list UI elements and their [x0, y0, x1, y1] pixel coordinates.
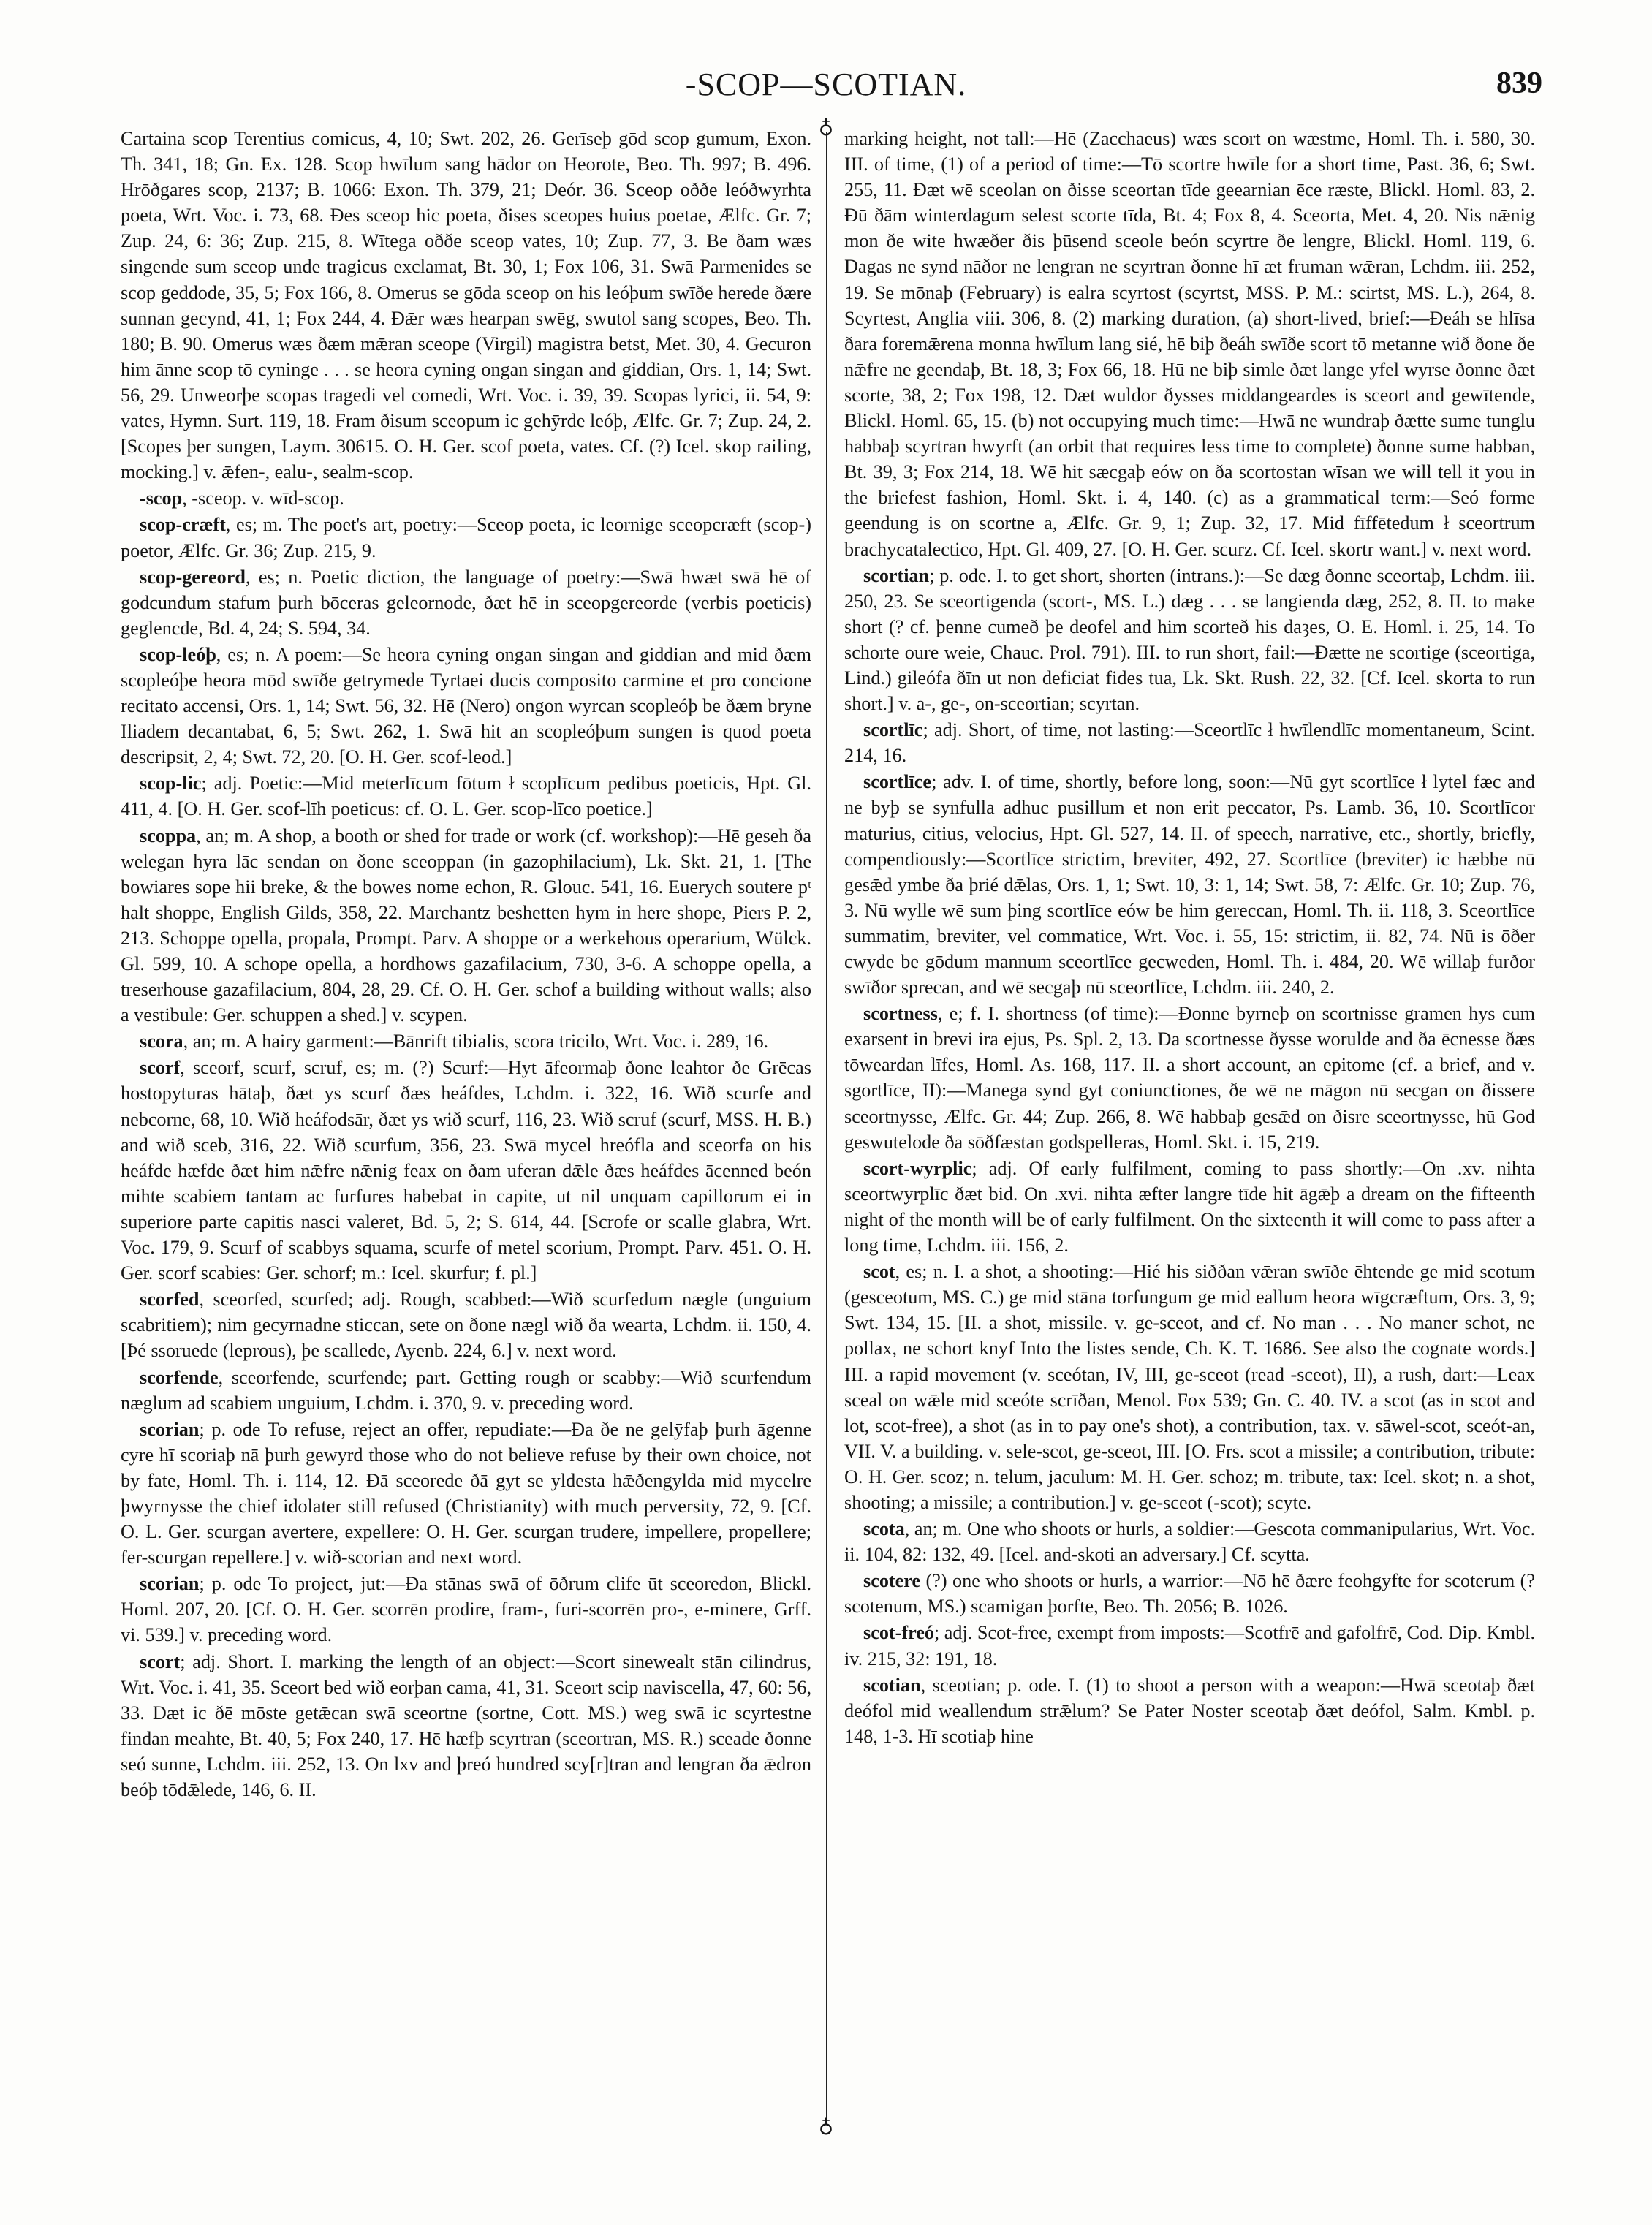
headword: scortlīc — [863, 719, 923, 741]
dictionary-entry: scort; adj. Short. I. marking the length of an object:—Scort sinewealt stān cilindrus, Wrt. Voc. i. 41, 35. Sceort bed wið eorþan cama, 41, 31. Sceort scip naviscella, 47, 60: 56, 33. Ðæt ic ðē mōste getǣcan swā sceortne (sortne, Cott. MS.) weg swā ic scyrtestne findan meahte, Bt. 40, 5; Fox 240, 17. Hē hæfþ scyrtran (sceortran, MS. R.) sceade ðonne seó sunne, Lchdm. iii. 252, 13. On lxv and þreó hundred scy[r]tran and lengran ða ǣdron beóþ tōdǣlede, 146, 6. II. — [121, 1650, 811, 1800]
headword: scop-leóþ — [140, 643, 216, 665]
dictionary-entry: scortlīce; adv. I. of time, shortly, before long, soon:—Nū gyt scortlīce ł lytel fæc and ne byþ se synfulla adhuc pusillum et non erit peccator, Ps. Lamb. 36, 10. Scortlīcor maturius, citius, velocius, Hpt. Gl. 527, 14. II. of speech, narrative, etc., shortly, briefly, compendiously:—Scortlīce strictim, breviter, 492, 27. Scortlīce (breviter) ic hæbbe nū gesǣd ymbe ða þrié dǣlas, Ors. 1, 1; Swt. 10, 3: 1, 14; Swt. 58, 7: Ælfc. Gr. 10; Zup. 76, 3. Nū wylle wē sum þing scortlīce eów be him gereccan, Homl. Th. ii. 118, 3. Sceortlīce summatim, breviter, vel commatice, Wrt. Voc. i. 55, 15: strictim, ii. 82, 74. Nū is ōðer cwyde be gōdum mannum sceortlīce gecweden, Homl. Th. i. 484, 20. Wē willaþ furðor swīðor sprecan, and wē secgaþ nū sceortlīce, Lchdm. iii. 240, 2. — [844, 771, 1535, 998]
dictionary-entry: Cartaina scop Terentius comicus, 4, 10; Swt. 202, 26. Gerīseþ gōd scop gumum, Exon. Th. 341, 18; Gn. Ex. 128. Scop hwīlum sang hādor on Heorote, Beo. Th. 997; B. 496. Hrōðgares scop, 2137; B. 1066: Exon. Th. 379, 21; Deór. 36. Sceop oððe leóðwyrhta poeta, Wrt. Voc. i. 73, 68. Ðes sceop hic poeta, ðises sceopes huius poetae, Ælfc. Gr. 7; Zup. 24, 6: 36; Zup. 215, 8. Wītega oððe sceop vates, 10; Zup. 77, 3. Be ðam wæs singende sum sceop unde tragicus exclamat, Bt. 30, 1; Fox 106, 31. Swā Parmenides se scop geddode, 35, 5; Fox 166, 8. Omerus se gōda sceop on his leóþum swīðe herede ðære sunnan gecynd, 41, 1; Fox 244, 4. Ðǣr wæs hearpan swēg, swutol sang scopes, Beo. Th. 180; B. 90. Omerus wæs ðæm mǣran sceope (Virgil) magistra betst, Met. 30, 4. Gecuron him ānne scop tō cyninge . . . se heora cyning ongan singan and giddian, Ors. 1, 14; Swt. 56, 29. Unweorþe scopas tragedi vel comedi, Wrt. Voc. i. 39, 39. Scopas lyrici, ii. 54, 9: vates, Hymn. Surt. 119, 18. Fram ðisum sceopum ic gehȳrde leóþ, Ælfc. Gr. 7; Zup. 24, 2. [Scopes þer sungen, Laym. 30615. O. H. Ger. scof poeta, vates. Cf. (?) Icel. skop railing, mocking.] v. ǣfen-, ealu-, sealm-scop. — [121, 128, 811, 483]
dictionary-entry: -scop, -sceop. v. wīd-scop. — [140, 488, 344, 509]
column-ornament-bottom-icon: ♁ — [818, 2115, 834, 2137]
dictionary-entry: scot, es; n. I. a shot, a shooting:—Hié his siððan vǣran swīðe ēhtende ge mid scotum (gesceotum, MS. C.) ge mid stāna torfungum ge mid eallum heora wīgcræftum, Ors. 3, 9; Swt. 134, 15. [II. a shot, missile. v. ge-sceot, and cf. No man . . . No maner schot, ne pollax, ne schort knyf Into the listes sende, Ch. K. T. 1686. See also the cognate words.] III. a rapid movement (v. sceótan, IV, III, ge-sceot (read -sceot), II), a rush, dart:—Leax sceal on wǣle mid sceóte scrīðan, Menol. Fox 539; Gn. C. 40. IV. a scot (as in scot and lot, scot-free), a shot (as in to pay one's shot), a contribution, tax. v. sāwel-scot, sceót-an, VII. V. a building. v. sele-scot, ge-sceot, III. [O. Frs. scot a missile; a contribution, tribute: O. H. Ger. scoz; n. telum, jaculum: M. H. Ger. schoz; m. tribute, tax: Icel. skot; n. a shot, shooting; a missile; a contribution.] v. ge-sceot (-scot); scyte. — [844, 1261, 1535, 1513]
dictionary-entry: scop-leóþ, es; n. A poem:—Se heora cyning ongan singan and giddian and mid ðæm scopleóþe heora mōd swīðe getrymede Tyrtaei ducis composito carmine et pro concione recitato accensi, Ors. 1, 14; Swt. 56, 32. Hē (Nero) ongon wyrcan scopleóþ be ðæm bryne Iliadem decantabat, 6, 5; Swt. 262, 1. Swā hit an scopleóþum sungen is quod poeta descripsit, 2, 4; Swt. 72, 20. [O. H. Ger. scof-leod.] — [121, 643, 811, 768]
headword: scot-freó — [863, 1622, 934, 1644]
dictionary-entry: scota, an; m. One who shoots or hurls, a soldier:—Gescota commanipularius, Wrt. Voc. ii. 104, 82: 132, 49. [Icel. and-skoti an adversary.] Cf. scytta. — [844, 1518, 1535, 1566]
headword: scortlīce — [863, 771, 932, 793]
dictionary-entry: scortness, e; f. I. shortness (of time):—Ðonne byrneþ on scortnisse gramen hys cum exarsent in brevi ira ejus, Ps. Spl. 2, 13. Ða scortnesse ðysse worulde and ða ēcnesse ðæs tōweardan līfes, Homl. As. 168, 117. II. a short account, an epitome (cf. a brief, and v. sgortlīce, II):—Manega synd gyt coniunctiones, ðe wē ne māgon nū secgan on ðissere sceortnysse, Ælfc. Gr. 44; Zup. 266, 8. Wē habbaþ gesǣd on ðisre sceortnysse, hū God geswutelode ða sōðfæstan godspelleras, Homl. Skt. i. 15, 219. — [844, 1003, 1535, 1153]
dictionary-entry: scotian, sceotian; p. ode. I. (1) to shoot a person with a weapon:—Hwā sceotaþ ðæt deófol mid weallendum strǣlum? Se Pater Noster sceotaþ ðæt deófol, Salm. Kmbl. p. 148, 1-3. Hī scotiaþ hine — [844, 1674, 1535, 1747]
dictionary-entry: scoppa, an; m. A shop, a booth or shed for trade or work (cf. workshop):—Hē geseh ða welegan hyra lāc sendan on ðone sceoppan (in gazophilacium), Lk. Skt. 21, 1. [The bowiares sope hii breke, & the bowes nome echon, R. Glouc. 541, 16. Euerych soutere pᵗ halt shoppe, English Gilds, 358, 22. Marchantz beshetten hym in here shope, Piers P. 2, 213. Schoppe opella, propala, Prompt. Parv. A shoppe or a werkehous operarium, Wülck. Gl. 599, 10. A schope opella, a hordhows gazafilacium, 730, 3-6. A schoppe opella, a treserhouse gazafilacium, 804, 28, 29. Cf. O. H. Ger. schof a building without walls; also a vestibule: Ger. schuppen a shed.] v. scypen. — [121, 825, 811, 1026]
column-ornament-top-icon: ♁ — [818, 115, 834, 138]
headword: scorfed — [140, 1289, 200, 1311]
headword: scorian — [140, 1418, 200, 1440]
headword: scot — [863, 1261, 895, 1283]
dictionary-entry: scorfed, sceorfed, scurfed; adj. Rough, scabbed:—Wið scurfedum nægle (unguium scabritiem); nim gecyrnadne sticcan, sete on ðone nægl wið ða wearta, Lchdm. ii. 150, 4. [Þé ssoruede (leprous), þe scallede, Ayenb. 224, 6.] v. next word. — [121, 1289, 811, 1362]
page-number: 839 — [1496, 67, 1542, 100]
headword: scortian — [863, 564, 930, 586]
headword: scora — [140, 1031, 183, 1053]
headword: scort — [140, 1650, 181, 1672]
headword: scorf — [140, 1057, 181, 1079]
dictionary-entry: scorian; p. ode To refuse, reject an offer, repudiate:—Ða ðe ne gelȳfaþ þurh āgenne cyre hī scoriaþ nā þurh gewyrd those who do not believe refuse by their own choice, not by fate, Homl. Th. i. 114, 12. Ðā sceorede ðā gyt se yldesta hǣðengylda mid mycelre þwyrnysse the chief idolater still refused (Christianity) with much perversity, 72, 9. [Cf. O. L. Ger. scurgan avertere, expellere: O. H. Ger. scurgan trudere, impellere, propellere; fer-scurgan repellere.] v. wið-scorian and next word. — [121, 1418, 811, 1569]
headword: scota — [863, 1518, 905, 1540]
headword: scoppa — [140, 825, 197, 846]
headword: scotere — [863, 1570, 926, 1592]
headword: scop-cræft — [140, 514, 226, 536]
left-column — [121, 126, 811, 1803]
dictionary-entry: scort-wyrplic; adj. Of early fulfilment, coming to pass shortly:—On .xv. nihta sceortwyrplīc ðæt bid. On .xvi. nihta æfter langre tīde hit āgǣþ a dream on the fifteenth night of the month will be of early fulfilment. On the sixteenth it will come to pass after a long time, Lchdm. iii. 156, 2. — [844, 1157, 1535, 1256]
headword: scop-gereord — [140, 566, 246, 588]
headword: scorfende — [140, 1366, 219, 1388]
headword: scorian — [140, 1573, 200, 1595]
dictionary-entry: scortian; p. ode. I. to get short, shorten (intrans.):—Se dæg ðonne sceortaþ, Lchdm. iii. 250, 23. Se sceortigenda (scort-, MS. L.) dæg . . . se langienda dæg, 252, 8. II. to make short (? cf. þenne cumeð þe deofel and him scorteð his daȝes, O. E. Homl. i. 25, 14. To schorte oure weie, Chauc. Prol. 791). III. to run short, fail:—Ðætte ne scortige (sceortiga, Lind.) gileófa ðīn ut non deficiat fides tua, Lk. Skt. Rush. 22, 32. [Cf. Icel. skorta to run short.] v. a-, ge-, on-sceortian; scyrtan. — [844, 564, 1535, 715]
headword: scop-lic — [140, 773, 202, 795]
running-head: -SCOP—SCOTIAN. — [685, 67, 967, 102]
dictionary-entry: scortlīc; adj. Short, of time, not lasting:—Sceortlīc ł hwīlendlīc momentaneum, Scint. 214, 16. — [844, 719, 1535, 767]
dictionary-entry: scop-lic; adj. Poetic:—Mid meterlīcum fōtum ł scoplīcum pedibus poeticis, Hpt. Gl. 411, 4. [O. H. Ger. scof-līh poeticus: cf. O. L. Ger. scop-līco poetice.] — [121, 773, 811, 820]
headword: scotian — [863, 1674, 921, 1696]
dictionary-entry: scotere (?) one who shoots or hurls, a warrior:—Nō hē ðære feohgyfte for scoterum (? scotenum, MS.) scamigan þorfte, Beo. Th. 2056; B. 1026. — [844, 1570, 1535, 1618]
headword: -scop — [140, 488, 183, 509]
headword: scortness — [863, 1003, 938, 1025]
dictionary-entry: scora, an; m. A hairy garment:—Bānrift tibialis, scora tricilo, Wrt. Voc. i. 289, 16. — [140, 1031, 769, 1053]
dictionary-entry: scop-cræft, es; m. The poet's art, poetry:—Sceop poeta, ic leornige sceopcræft (scop-) poetor, Ælfc. Gr. 36; Zup. 215, 9. — [121, 514, 811, 561]
dictionary-entry: scorf, sceorf, scurf, scruf, es; m. (?) Scurf:—Hyt āfeormaþ ðone leahtor ðe Grēcas hostopyturas hātaþ, ðæt ys scurf ðæs heáfdes, Lchdm. i. 322, 16. Wið scurfe and nebcorne, 68, 10. Wið heáfodsār, ðæt ys wið scurf, 116, 23. Wið scruf (scurf, MSS. H. B.) and wið sceb, 316, 22. Wið scurfum, 356, 23. Swā mycel hreófla and sceorfa on his heáfde hæfde ðæt him nǣfre nǣnig feax on ðam uferan dǣle ðæs heáfdes ācenned beón mihte scabiem tantam ac furfures habebat in capite, ut nil unquam capillorum ei in superiore parte capitis nasci valeret, Bd. 5, 2; S. 614, 44. [Scrofe or scalle glabra, Wrt. Voc. 179, 9. Scurf of scabbys squama, scurfe of metel scorium, Prompt. Parv. 451. O. H. Ger. scorf scabies: Ger. schorf; m.: Icel. skurfur; f. pl.] — [121, 1057, 811, 1284]
headword: scort-wyrplic — [863, 1157, 972, 1179]
right-column — [844, 126, 1535, 1750]
dictionary-entry: scorfende, sceorfende, scurfende; part. Getting rough or scabby:—Wið scurfendum næglum ad scabiem unguium, Lchdm. i. 370, 9. v. preceding word. — [121, 1366, 811, 1414]
column-divider — [826, 132, 827, 2120]
dictionary-entry: scorian; p. ode To project, jut:—Ða stānas swā of ōðrum clife ūt sceoredon, Blickl. Homl. 207, 20. [Cf. O. H. Ger. scorrēn prodire, fram-, furi-scorrēn pro-, e-minere, Grff. vi. 539.] v. preceding word. — [121, 1573, 811, 1646]
dictionary-entry: scop-gereord, es; n. Poetic diction, the language of poetry:—Swā hwæt swā hē of godcundum stafum þurh bōceras geleornode, ðæt hē in sceopgereorde (verbis poeticis) geglencde, Bd. 4, 24; S. 594, 34. — [121, 566, 811, 639]
dictionary-entry: scot-freó; adj. Scot-free, exempt from imposts:—Scotfrē and gafolfrē, Cod. Dip. Kmbl. iv. 215, 32: 191, 18. — [844, 1622, 1535, 1669]
dictionary-entry: marking height, not tall:—Hē (Zacchaeus) wæs scort on wæstme, Homl. Th. i. 580, 30. III. of time, (1) of a period of time:—Tō scortre hwīle for a short time, Past. 36, 6; Swt. 255, 11. Ðæt wē sceolan on ðisse sceortan tīde geearnian ēce ræste, Blickl. Homl. 83, 2. Ðū ðām winterdagum selest scorte tīda, Bt. 4; Fox 8, 4. Sceorta, Met. 4, 20. Nis nǣnig mon ðe wite hwæðer ðis þūsend sceole beón scyrtre ðe lengre, Blickl. Homl. 119, 6. Dagas ne synd nāðor ne lengran ne scyrtran ðonne hī æt fruman wǣran, Lchdm. iii. 252, 19. Se mōnaþ (February) is ealra scyrtost (scyrtst, MSS. P. M.: scirtst, MS. L.), 264, 8. Scyrtest, Anglia viii. 306, 8. (2) marking duration, (a) short-lived, brief:—Ðeáh se hlīsa ðara foremǣrena monna hwīlum lang sié, hē biþ ðeáh swīðe scort tō metanne wið ðone ðe nǣfre ne geendaþ, Bt. 18, 3; Fox 66, 18. Hū ne biþ simle ðæt lange yfel wyrse ðonne ðæt scorte, 38, 2; Fox 198, 12. Ðæt wuldor ðysses middangeardes is sceort and gewītende, Blickl. Homl. 65, 15. (b) not occupying much time:—Hwā ne wundraþ ðætte sume tunglu habbaþ scyrtran hwyrft (an orbit that requires less time to complete) ðonne sume habban, Bt. 39, 3; Fox 214, 18. Wē hit sæcgaþ eów on ða scortostan wīsan we will tell it you in the briefest fashion, Homl. Skt. i. 4, 140. (c) as a grammatical term:—Seó forme geendung is on scortne a, Ælfc. Gr. 9, 1; Zup. 32, 17. Mid fīffētedum ł sceortrum brachycatalectico, Hpt. Gl. 409, 27. [O. H. Ger. scurz. Cf. Icel. skortr want.] v. next word. — [844, 128, 1535, 560]
